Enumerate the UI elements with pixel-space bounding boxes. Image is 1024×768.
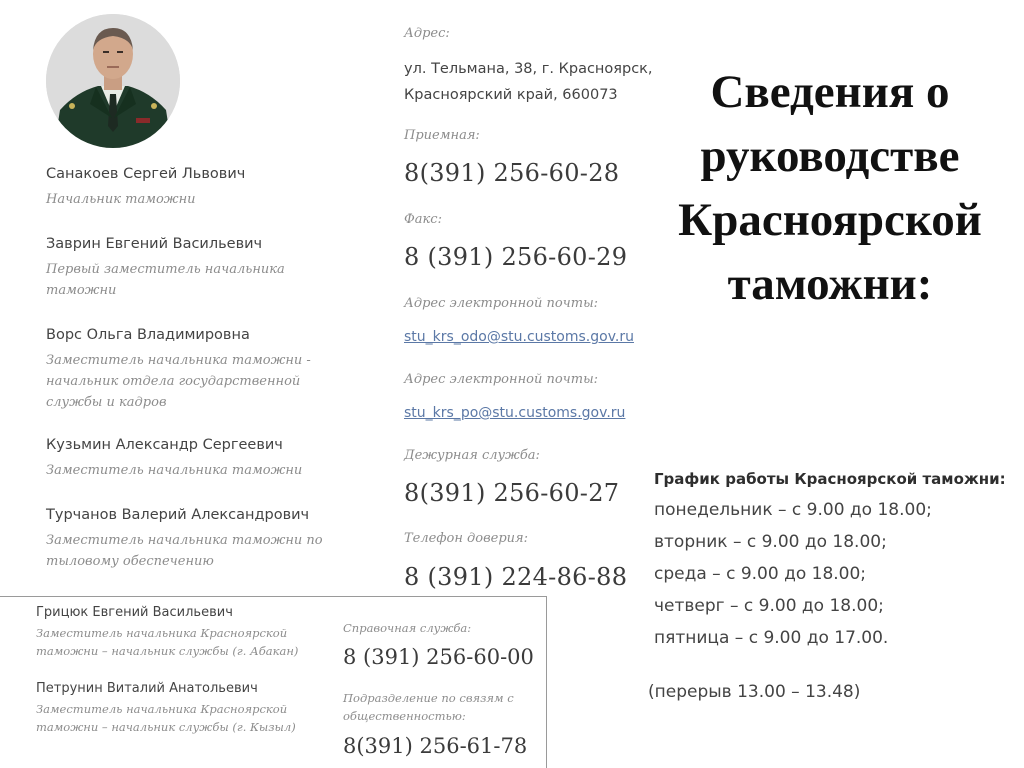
leader-name: Кузьмин Александр Сергеевич <box>46 437 283 453</box>
info-phone: 8 (391) 256-60-00 <box>343 645 534 669</box>
leader-name: Заврин Евгений Васильевич <box>46 236 263 252</box>
regional-role: таможни – начальник службы (г. Абакан) <box>36 644 299 658</box>
regional-name: Петрунин Виталий Анатольевич <box>36 681 258 696</box>
leader-role: Заместитель начальника таможни по тыловому обеспечению <box>46 533 323 569</box>
duty-phone: 8(391) 256-60-27 <box>404 479 620 507</box>
duty-label: Дежурная служба: <box>404 448 540 463</box>
leader-role: Первый заместитель начальника таможни <box>46 262 285 298</box>
schedule-line: вторник – с 9.00 до 18.00; <box>654 532 887 552</box>
address-line: ул. Тельмана, 38, г. Красноярск, <box>404 61 653 77</box>
trust-phone: 8 (391) 224-86-88 <box>404 563 628 591</box>
chief-photo <box>46 14 180 148</box>
regional-panel <box>0 596 547 768</box>
regional-name: Грицюк Евгений Васильевич <box>36 605 233 620</box>
leader-role: Заместитель начальника таможни <box>46 463 303 478</box>
schedule-line: понедельник – с 9.00 до 18.00; <box>654 500 932 520</box>
leader-name: Турчанов Валерий Александрович <box>46 507 310 523</box>
fax-phone: 8 (391) 256-60-29 <box>404 243 628 271</box>
schedule-line: четверг – с 9.00 до 18.00; <box>654 596 884 616</box>
address-line: Красноярский край, 660073 <box>404 87 618 103</box>
pr-label: Подразделение по связям с <box>343 691 514 705</box>
pr-phone: 8(391) 256-61-78 <box>343 734 528 758</box>
email-link[interactable]: stu_krs_odo@stu.customs.gov.ru <box>404 329 634 345</box>
regional-role: Заместитель начальника Красноярской <box>36 702 288 716</box>
leader-name: Санакоев Сергей Львович <box>46 166 246 182</box>
address-label: Адрес: <box>404 26 450 41</box>
schedule-line: среда – с 9.00 до 18.00; <box>654 564 867 584</box>
leader-role: Начальник таможни <box>46 192 196 207</box>
email-link[interactable]: stu_krs_po@stu.customs.gov.ru <box>404 405 626 421</box>
fax-label: Факс: <box>404 212 442 227</box>
leader-name: Ворс Ольга Владимировна <box>46 327 250 343</box>
regional-role: Заместитель начальника Красноярской <box>36 626 288 640</box>
leader-role: Заместитель начальника таможни - начальник отдела государственной службы и кадров <box>46 353 311 410</box>
page-title: Сведения о руководстве Красноярской таможни: <box>678 66 982 310</box>
pr-label: общественностью: <box>343 709 466 723</box>
schedule-panel <box>644 448 1024 718</box>
schedule-break: (перерыв 13.00 – 13.48) <box>648 682 861 702</box>
email-label: Адрес электронной почты: <box>404 372 599 387</box>
regional-role: таможни – начальник службы (г. Кызыл) <box>36 720 296 734</box>
reception-phone: 8(391) 256-60-28 <box>404 159 620 187</box>
email-label: Адрес электронной почты: <box>404 296 599 311</box>
reception-label: Приемная: <box>404 128 480 143</box>
info-label: Справочная служба: <box>343 621 472 635</box>
schedule-title: График работы Красноярской таможни: <box>654 470 1006 488</box>
trust-label: Телефон доверия: <box>404 531 529 546</box>
schedule-line: пятница – с 9.00 до 17.00. <box>654 628 889 648</box>
